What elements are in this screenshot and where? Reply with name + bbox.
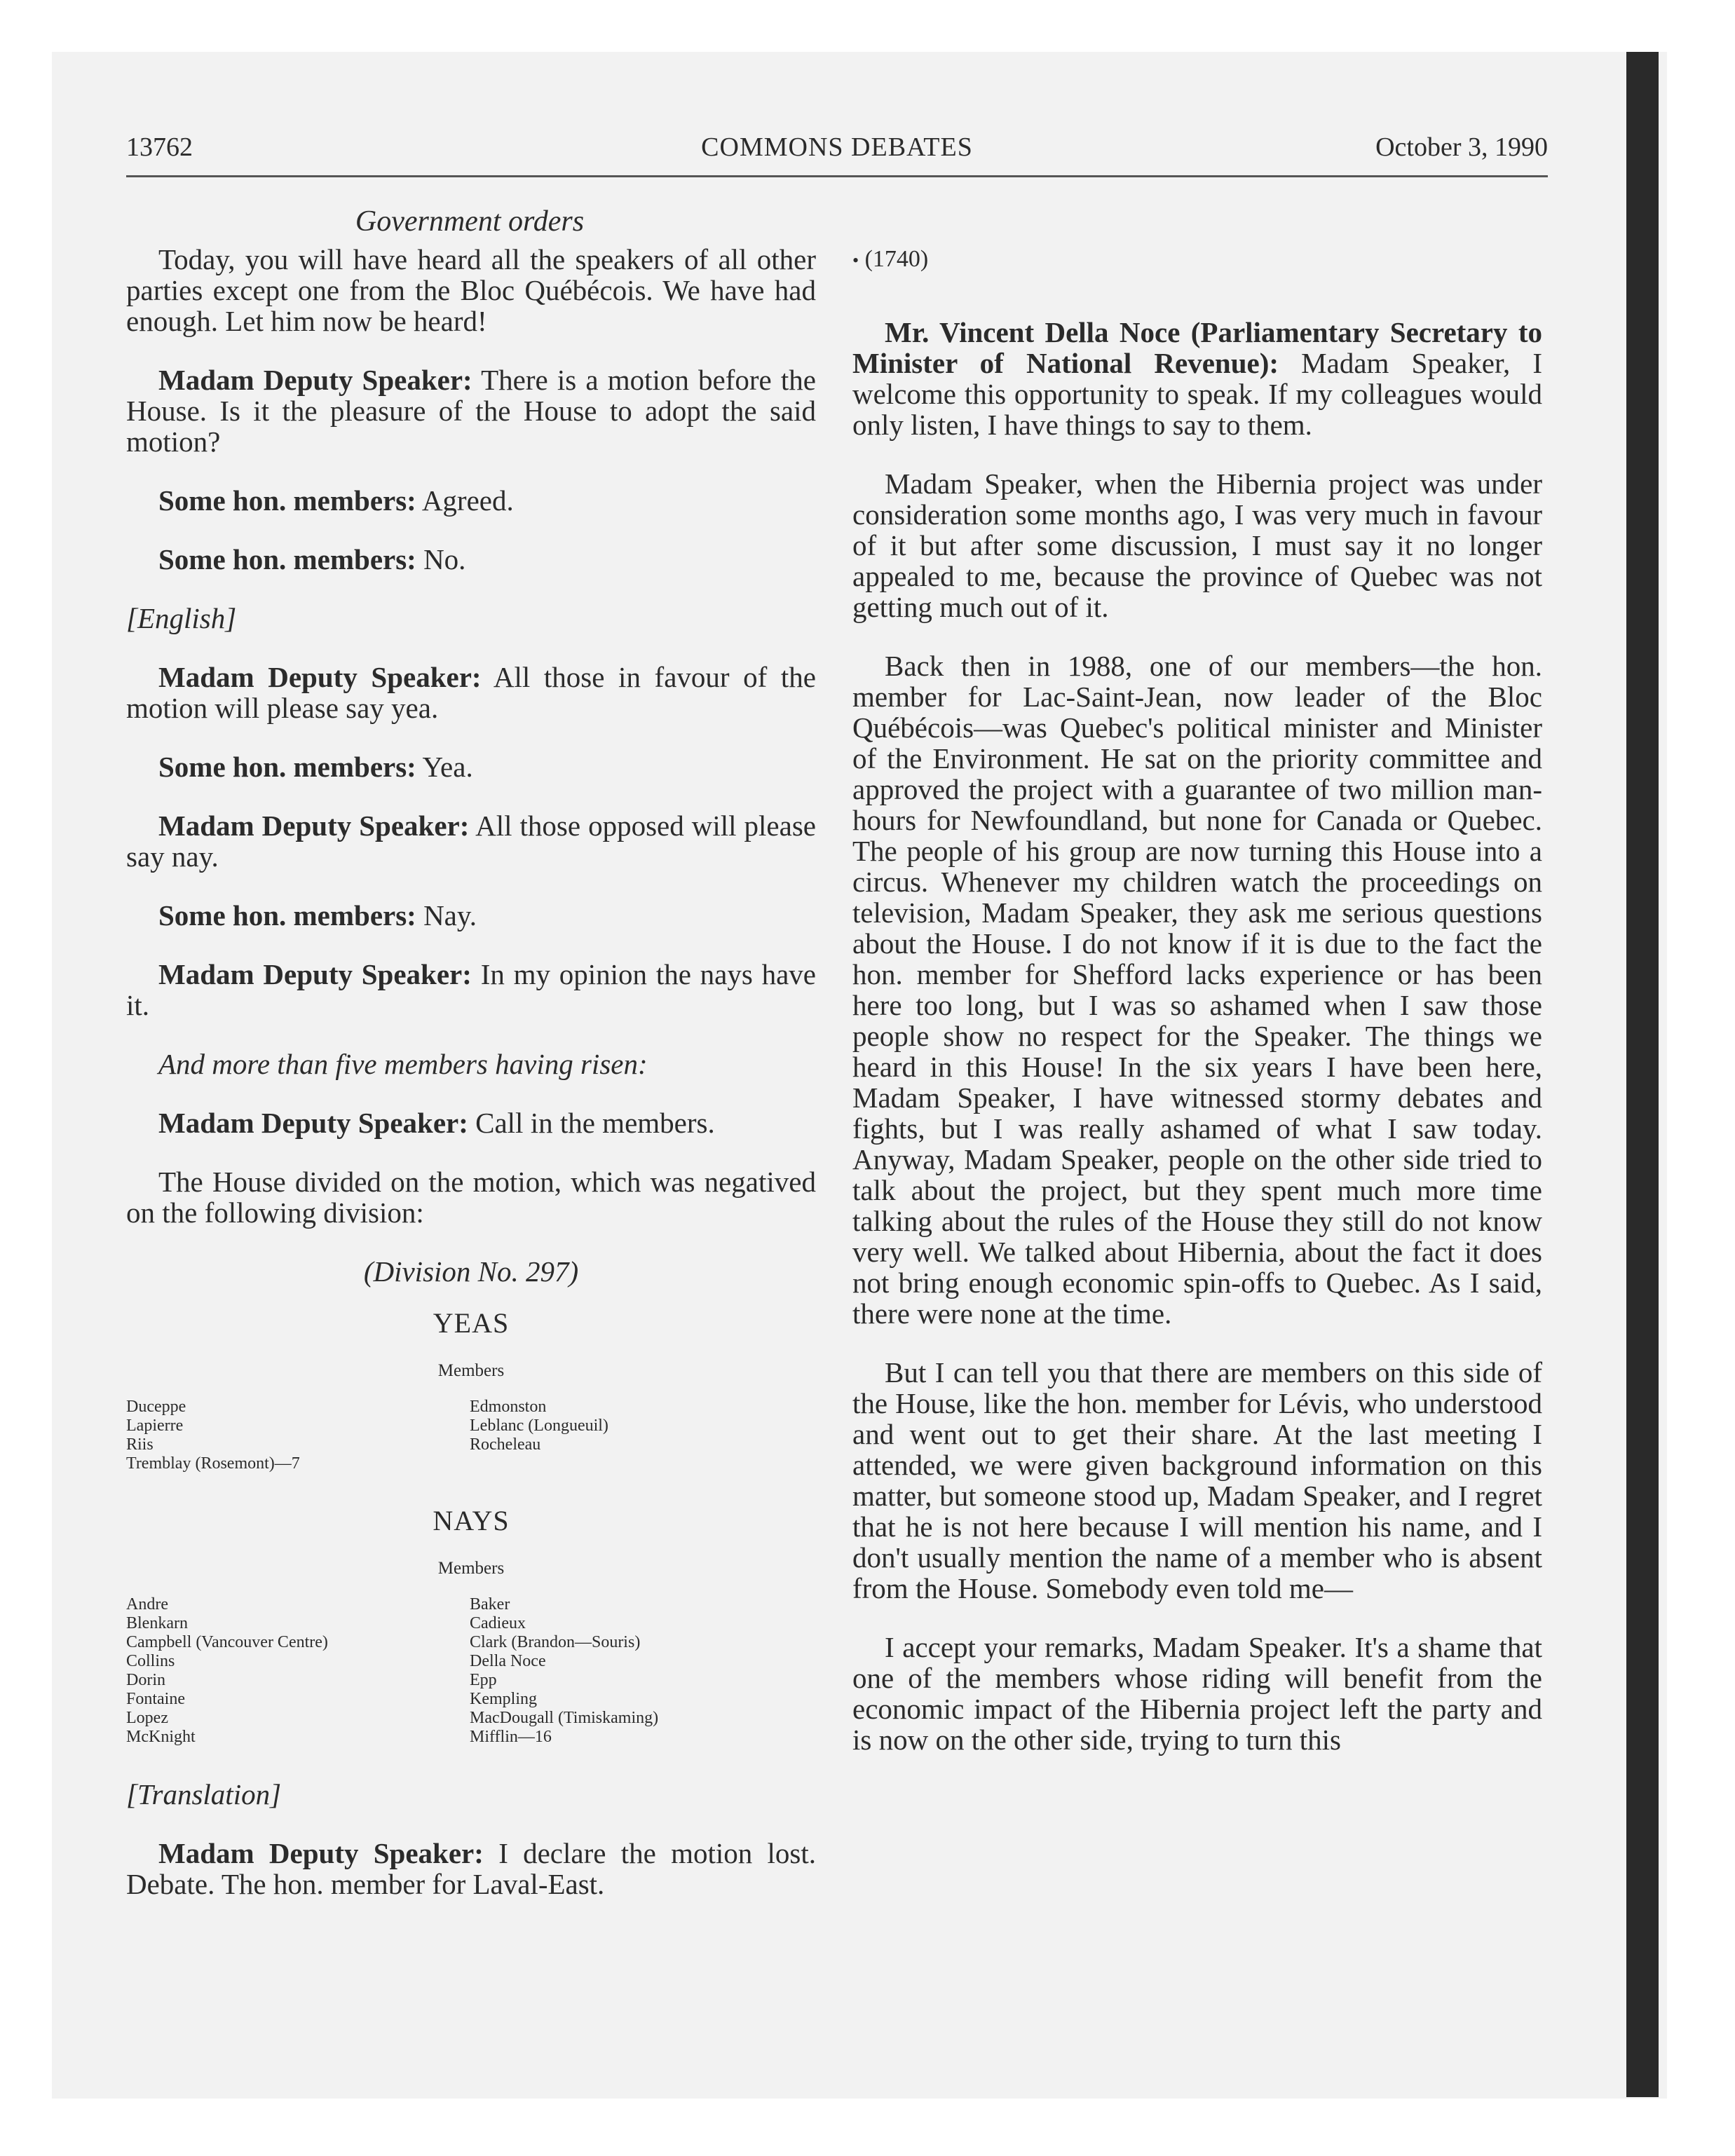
speech-text: No. [416,543,466,575]
speaker-name: Madam Deputy Speaker: [158,1837,484,1869]
speech [126,364,816,457]
member-name: Duceppe [126,1398,186,1416]
member-name: Della Noce [470,1652,546,1670]
speech [126,810,816,872]
speech [126,1107,816,1138]
nays-column-2 [463,1595,806,1747]
right-column [852,244,1542,1783]
paragraph: Back then in 1988, one of our members—the hon. member for Lac-Saint-Jean, now leader of the Bloc Québécois—was Quebec's political minister and Minister of the Environment. He sat on the priority committee and approved the project with a guarantee of two million man-hours for Newfoundland, but none for Canada or Quebec. The people of his group are now turning this House into a circus. Whenever my children watch the proceedings on television, Madam Speaker, they ask me serious questions about the House. I do not know if it is due to the fact the hon. member for Shefford lacks experience or has been here too long, but I was so ashamed when I saw those people show no respect for the Speaker. The things we heard in this House! In the six years I have been here, Madam Speaker, I have witnessed stormy debates and fights, but I was really ashamed of what I saw today. Anyway, Madam Speaker, people on the other side tried to talk about the project, but they spent much more time talking about the rules of the House they still do not know very well. We talked about Hibernia, about the fact it does not bring enough economic spin-offs to Quebec. As I said, there were none at the time. [852,650,1542,1330]
paragraph: But I can tell you that there are members on this side of the House, like the hon. member for Lévis, who understood and went out to get their share. At the last meeting I attended, we were given background information on this matter, but someone stood up, Madam Speaker, and I regret that he is not here because I will mention his name, and I don't usually mention the name of a member who is absent from the House. Somebody even told me— [852,1356,1542,1605]
speech [126,662,816,723]
speech [852,317,1542,440]
speaker-name: Some hon. members: [158,484,416,517]
member-name: Campbell (Vancouver Centre) [126,1633,328,1651]
speaker-name: Madam Deputy Speaker: [158,364,472,396]
stage-direction: And more than five members having risen: [158,1048,648,1080]
paragraph: I accept your remarks, Madam Speaker. It's a shame that one of the members whose riding will benefit from the economic impact of the Hibernia project left the party and is now on the other side, trying to turn this [852,1631,1542,1756]
nays-members-label: Members [437,1559,505,1578]
language-tag: [Translation] [126,1778,282,1810]
speech [126,1838,816,1899]
paragraph: Today, you will have heard all the speakers of all other parties except one from the Bloc Québécois. We have had enough. Let him now be heard! [126,243,816,337]
speech-text: Yea. [416,751,473,783]
page-header [126,132,1548,177]
division-number: (Division No. 297) [363,1255,579,1288]
speaker-name: Madam Deputy Speaker: [158,810,470,842]
speech-text: Nay. [416,899,477,932]
scan-edge-bar [1626,52,1659,2097]
yeas-column-2 [463,1398,806,1473]
speech-text: In my opinion the nays have it. [126,958,817,1021]
speech [126,959,816,1021]
member-name: Epp [470,1671,497,1689]
speaker-name: Some hon. members: [158,751,416,783]
speaker-name: Mr. Vincent Della Noce (Parliamentary Secretary to Minister of National Revenue): [852,316,1542,380]
member-name: MacDougall (Timiskaming) [470,1709,659,1727]
speaker-name: Some hon. members: [158,543,416,575]
member-name: Rocheleau [470,1435,541,1454]
bullet-icon: • [852,250,859,271]
language-tag: [English] [126,602,237,634]
member-name: Edmonston [470,1398,547,1416]
member-name: McKnight [126,1728,196,1746]
publication-title: COMMONS DEBATES [701,132,973,162]
yeas-column-1 [126,1398,463,1473]
member-name: Mifflin—16 [470,1728,552,1746]
speech-text: There is a motion before the House. Is it the pleasure of the House to adopt the said motion? [126,364,816,458]
nays-list [126,1595,816,1747]
nays-heading: NAYS [433,1505,510,1536]
speaker-name: Some hon. members: [158,899,416,932]
speech-text: All those opposed will please say nay. [126,810,816,873]
member-name: Lopez [126,1709,168,1727]
speech-text: Call in the members. [468,1107,715,1139]
member-name: Cadieux [470,1614,526,1632]
timestamp [852,244,1542,276]
left-column [126,244,816,1928]
speech-text: All those in favour of the motion will please say yea. [126,661,816,724]
speech [126,900,816,931]
member-name: Andre [126,1595,168,1613]
nays-column-1 [126,1595,463,1747]
yeas-members-label: Members [437,1361,505,1380]
speaker-name: Madam Deputy Speaker: [158,958,472,990]
speaker-name: Madam Deputy Speaker: [158,661,482,693]
member-name: Dorin [126,1671,165,1689]
time-text: (1740) [864,246,929,272]
section-title: Government orders [355,205,585,238]
speech [126,751,816,782]
member-name: Leblanc (Longueuil) [470,1417,608,1435]
speaker-name: Madam Deputy Speaker: [158,1107,468,1139]
paragraph: The House divided on the motion, which was negatived on the following division: [126,1166,816,1229]
member-name: Kempling [470,1690,537,1708]
issue-date: October 3, 1990 [1375,132,1548,162]
member-name: Baker [470,1595,510,1613]
paragraph: Madam Speaker, when the Hibernia project was under consideration some months ago, I was very much in favour of it but after some discussion, I must say it no longer appealed to me, because the province of Quebec was not getting much out of it. [852,468,1542,624]
member-name: Riis [126,1435,154,1454]
speech [126,544,816,575]
yeas-heading: YEAS [433,1307,510,1339]
page-number: 13762 [126,132,193,162]
speech-text: Madam Speaker, I welcome this opportunity to speak. If my colleagues would only listen, I have things to say to them. [852,347,1542,442]
member-name: Clark (Brandon—Souris) [470,1633,641,1651]
member-name: Lapierre [126,1417,184,1435]
speech-text: Agreed. [416,484,514,517]
yeas-list [126,1398,816,1473]
member-name: Fontaine [126,1690,185,1708]
speech-text: I declare the motion lost. Debate. The hon. member for Laval-East. [126,1837,816,1900]
member-name: Collins [126,1652,175,1670]
speech [126,485,816,516]
member-name: Tremblay (Rosemont)—7 [126,1454,300,1473]
member-name: Blenkarn [126,1614,188,1632]
